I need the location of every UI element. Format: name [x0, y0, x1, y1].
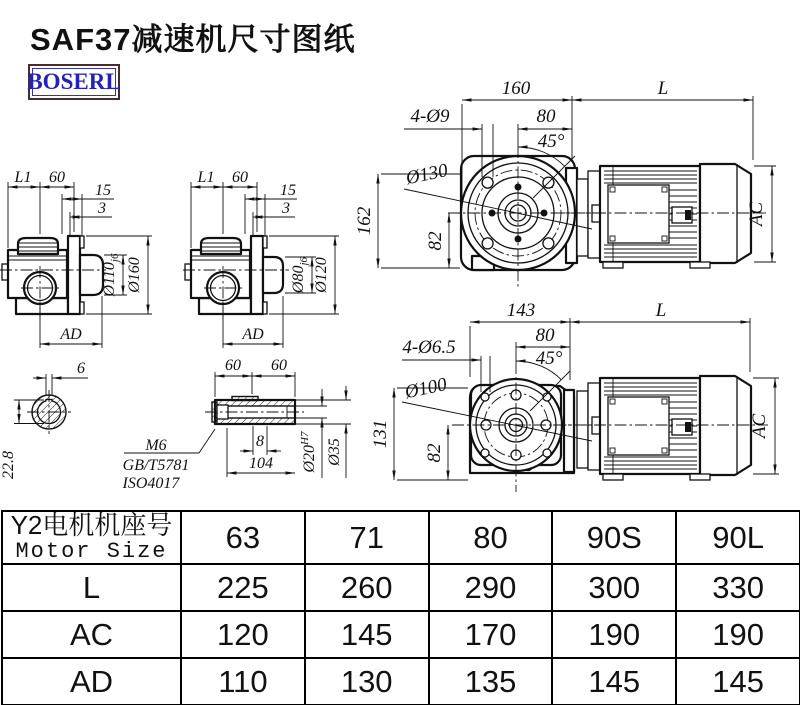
- dim-b-flange: Ø120: [313, 257, 330, 293]
- page-title: SAF37减速机尺寸图纸: [30, 22, 356, 57]
- gearmotor-front-view-top: [354, 78, 776, 287]
- dim-a-15: 15: [95, 182, 111, 199]
- table-cell-ad-90s: 145: [551, 657, 675, 704]
- dim-d-131: 131: [370, 419, 391, 449]
- row-label-ac: AC: [3, 610, 180, 657]
- dim-a-ad: AD: [60, 326, 82, 343]
- dim-c-82: 82: [425, 231, 446, 251]
- dim-c-162: 162: [354, 206, 375, 236]
- dim-a-flange: Ø160: [126, 257, 143, 293]
- shaft-end-section: [0, 360, 88, 479]
- size-column-63: 63: [180, 512, 304, 563]
- table-header-motor-size: [3, 512, 180, 563]
- dim-c-160: 160: [501, 78, 531, 99]
- dim-shaft-od: Ø35: [326, 438, 343, 466]
- table-cell-ad-90l: 145: [675, 657, 799, 704]
- table-cell-ac-80: 170: [428, 610, 552, 657]
- table-cell-ad-80: 135: [428, 657, 552, 704]
- size-column-90s: 90S: [551, 512, 675, 563]
- dim-c-boltcircle: Ø130: [404, 159, 450, 190]
- table-cell-l-90s: 300: [551, 563, 675, 610]
- note-thread: M6: [145, 437, 167, 454]
- gearbox-side-view-1: [0, 169, 152, 348]
- dim-shaft-8: 8: [256, 433, 264, 450]
- dim-b-l1: L1: [197, 169, 215, 186]
- dim-c-ac: AC: [746, 201, 767, 227]
- dim-a-60: 60: [49, 169, 65, 186]
- dim-shaft-bore: $Ø20^{H7}$: [299, 431, 318, 473]
- table-cell-ac-63: 120: [180, 610, 304, 657]
- dim-d-80: 80: [535, 325, 555, 346]
- dim-c-holes: 4-Ø9: [410, 106, 450, 127]
- table-header-en: Motor Size: [15, 538, 168, 564]
- dim-a-boss: $Ø110_{j6}$: [101, 253, 121, 297]
- dim-d-ac: AC: [749, 413, 770, 439]
- dim-shaft-60a: 60: [225, 357, 241, 374]
- table-cell-ad-71: 130: [304, 657, 428, 704]
- dim-key-depth: 22.8: [0, 451, 17, 479]
- dim-a-l1: L1: [14, 169, 32, 186]
- dim-shaft-104: 104: [249, 455, 273, 472]
- gearmotor-front-view-bottom: [370, 300, 779, 492]
- table-cell-ac-71: 145: [304, 610, 428, 657]
- size-column-71: 71: [304, 512, 428, 563]
- dim-d-82: 82: [424, 443, 445, 463]
- dim-b-ad: AD: [242, 326, 264, 343]
- row-label-l: L: [3, 563, 180, 610]
- dim-shaft-60b: 60: [271, 357, 287, 374]
- dim-b-boss: $Ø80_{j6}$: [290, 256, 310, 294]
- gearbox-side-view-2: [183, 169, 339, 348]
- table-cell-ac-90s: 190: [551, 610, 675, 657]
- dim-b-60: 60: [232, 169, 248, 186]
- hollow-shaft-section: [122, 357, 351, 492]
- table-cell-ad-63: 110: [180, 657, 304, 704]
- dim-d-143: 143: [506, 300, 536, 321]
- dim-a-3: 3: [98, 200, 106, 217]
- size-column-90l: 90L: [675, 512, 799, 563]
- dim-b-15: 15: [280, 182, 296, 199]
- table-cell-l-63: 225: [180, 563, 304, 610]
- motor-size-table: [1, 510, 800, 705]
- dim-d-l: L: [655, 300, 667, 321]
- table-cell-l-71: 260: [304, 563, 428, 610]
- table-cell-ac-90l: 190: [675, 610, 799, 657]
- table-cell-l-90l: 330: [675, 563, 799, 610]
- dim-c-l: L: [657, 78, 669, 99]
- dim-b-3: 3: [282, 200, 290, 217]
- brand-logo-text: BOSERL: [27, 69, 121, 94]
- note-standard-gb: GB/T5781: [122, 457, 190, 474]
- dim-d-angle: 45°: [535, 348, 563, 369]
- dim-d-holes: 4-Ø6.5: [402, 337, 456, 358]
- dim-key-width: 6: [77, 360, 85, 377]
- dim-c-angle: 45°: [537, 131, 565, 152]
- note-standard-iso: ISO4017: [122, 475, 180, 492]
- size-column-80: 80: [428, 512, 552, 563]
- table-header-cn: Y2电机机座号: [10, 510, 173, 541]
- dim-d-boltcircle: Ø100: [403, 373, 449, 404]
- table-cell-l-80: 290: [428, 563, 552, 610]
- dim-c-80: 80: [536, 106, 556, 127]
- row-label-ad: AD: [3, 657, 180, 704]
